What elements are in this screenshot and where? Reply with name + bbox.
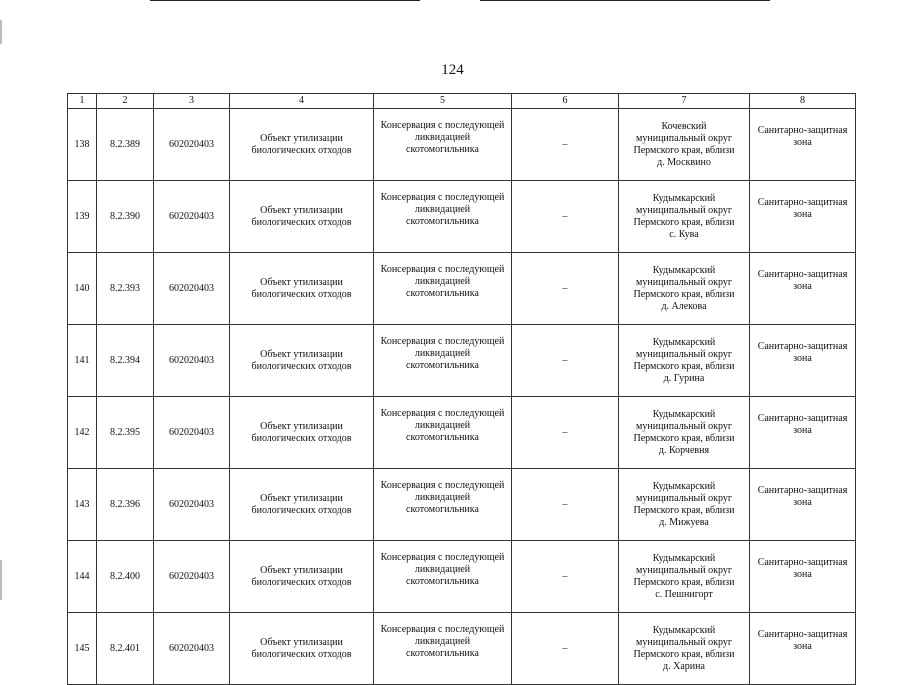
row-action: Консервация с последующей ликвидацией скотомогильника	[374, 613, 512, 685]
register-table	[67, 93, 856, 685]
row-number: 141	[68, 325, 97, 397]
row-code: 8.2.394	[97, 325, 154, 397]
column-header: 7	[619, 94, 750, 109]
table-row	[68, 325, 856, 397]
row-col6: –	[512, 109, 619, 181]
row-zone: Санитарно-защитная зона	[750, 397, 856, 469]
table-row	[68, 613, 856, 685]
row-action: Консервация с последующей ликвидацией скотомогильника	[374, 325, 512, 397]
table-row	[68, 109, 856, 181]
row-object-name: Объект утилизации биологических отходов	[230, 109, 374, 181]
row-classifier-code: 602020403	[154, 253, 230, 325]
row-location: Кудымкарский муниципальный округ Пермского края, вблизи д. Алекова	[619, 253, 750, 325]
row-col6: –	[512, 253, 619, 325]
row-col6: –	[512, 541, 619, 613]
row-classifier-code: 602020403	[154, 397, 230, 469]
row-location: Кудымкарский муниципальный округ Пермского края, вблизи д. Мижуева	[619, 469, 750, 541]
row-location: Кудымкарский муниципальный округ Пермского края, вблизи с. Пешнигорт	[619, 541, 750, 613]
row-number: 143	[68, 469, 97, 541]
row-code: 8.2.393	[97, 253, 154, 325]
row-code: 8.2.401	[97, 613, 154, 685]
row-code: 8.2.390	[97, 181, 154, 253]
row-code: 8.2.389	[97, 109, 154, 181]
row-object-name: Объект утилизации биологических отходов	[230, 397, 374, 469]
top-rule-right	[480, 0, 770, 1]
row-action: Консервация с последующей ликвидацией скотомогильника	[374, 541, 512, 613]
row-action: Консервация с последующей ликвидацией скотомогильника	[374, 469, 512, 541]
row-action: Консервация с последующей ликвидацией скотомогильника	[374, 109, 512, 181]
row-action: Консервация с последующей ликвидацией скотомогильника	[374, 181, 512, 253]
table-row	[68, 469, 856, 541]
row-location: Кудымкарский муниципальный округ Пермского края, вблизи с. Кува	[619, 181, 750, 253]
row-code: 8.2.400	[97, 541, 154, 613]
row-col6: –	[512, 469, 619, 541]
row-code: 8.2.395	[97, 397, 154, 469]
top-rule-left	[150, 0, 420, 1]
column-header: 1	[68, 94, 97, 109]
row-col6: –	[512, 181, 619, 253]
row-zone: Санитарно-защитная зона	[750, 613, 856, 685]
row-location: Кудымкарский муниципальный округ Пермского края, вблизи д. Корчевня	[619, 397, 750, 469]
table-row	[68, 541, 856, 613]
table-row	[68, 253, 856, 325]
row-zone: Санитарно-защитная зона	[750, 325, 856, 397]
row-object-name: Объект утилизации биологических отходов	[230, 541, 374, 613]
row-classifier-code: 602020403	[154, 469, 230, 541]
row-zone: Санитарно-защитная зона	[750, 181, 856, 253]
row-object-name: Объект утилизации биологических отходов	[230, 613, 374, 685]
row-number: 139	[68, 181, 97, 253]
row-location: Кудымкарский муниципальный округ Пермского края, вблизи д. Гурина	[619, 325, 750, 397]
row-code: 8.2.396	[97, 469, 154, 541]
row-classifier-code: 602020403	[154, 613, 230, 685]
row-number: 145	[68, 613, 97, 685]
row-number: 138	[68, 109, 97, 181]
header-row	[68, 94, 856, 109]
row-object-name: Объект утилизации биологических отходов	[230, 469, 374, 541]
row-zone: Санитарно-защитная зона	[750, 469, 856, 541]
row-action: Консервация с последующей ликвидацией скотомогильника	[374, 253, 512, 325]
column-header: 4	[230, 94, 374, 109]
column-header: 2	[97, 94, 154, 109]
column-header: 6	[512, 94, 619, 109]
row-action: Консервация с последующей ликвидацией скотомогильника	[374, 397, 512, 469]
column-header: 5	[374, 94, 512, 109]
page-number: 124	[441, 62, 464, 78]
row-object-name: Объект утилизации биологических отходов	[230, 253, 374, 325]
table-row	[68, 181, 856, 253]
row-col6: –	[512, 613, 619, 685]
row-location: Кочевский муниципальный округ Пермского края, вблизи д. Москвино	[619, 109, 750, 181]
table-row	[68, 397, 856, 469]
row-classifier-code: 602020403	[154, 109, 230, 181]
row-zone: Санитарно-защитная зона	[750, 541, 856, 613]
page-edge-mark	[0, 20, 2, 44]
row-number: 142	[68, 397, 97, 469]
row-classifier-code: 602020403	[154, 181, 230, 253]
column-header: 8	[750, 94, 856, 109]
row-classifier-code: 602020403	[154, 325, 230, 397]
row-number: 140	[68, 253, 97, 325]
row-object-name: Объект утилизации биологических отходов	[230, 181, 374, 253]
page-edge-mark	[0, 560, 2, 600]
row-object-name: Объект утилизации биологических отходов	[230, 325, 374, 397]
row-zone: Санитарно-защитная зона	[750, 253, 856, 325]
row-col6: –	[512, 397, 619, 469]
row-col6: –	[512, 325, 619, 397]
row-zone: Санитарно-защитная зона	[750, 109, 856, 181]
column-header: 3	[154, 94, 230, 109]
row-number: 144	[68, 541, 97, 613]
row-location: Кудымкарский муниципальный округ Пермского края, вблизи д. Харина	[619, 613, 750, 685]
row-classifier-code: 602020403	[154, 541, 230, 613]
